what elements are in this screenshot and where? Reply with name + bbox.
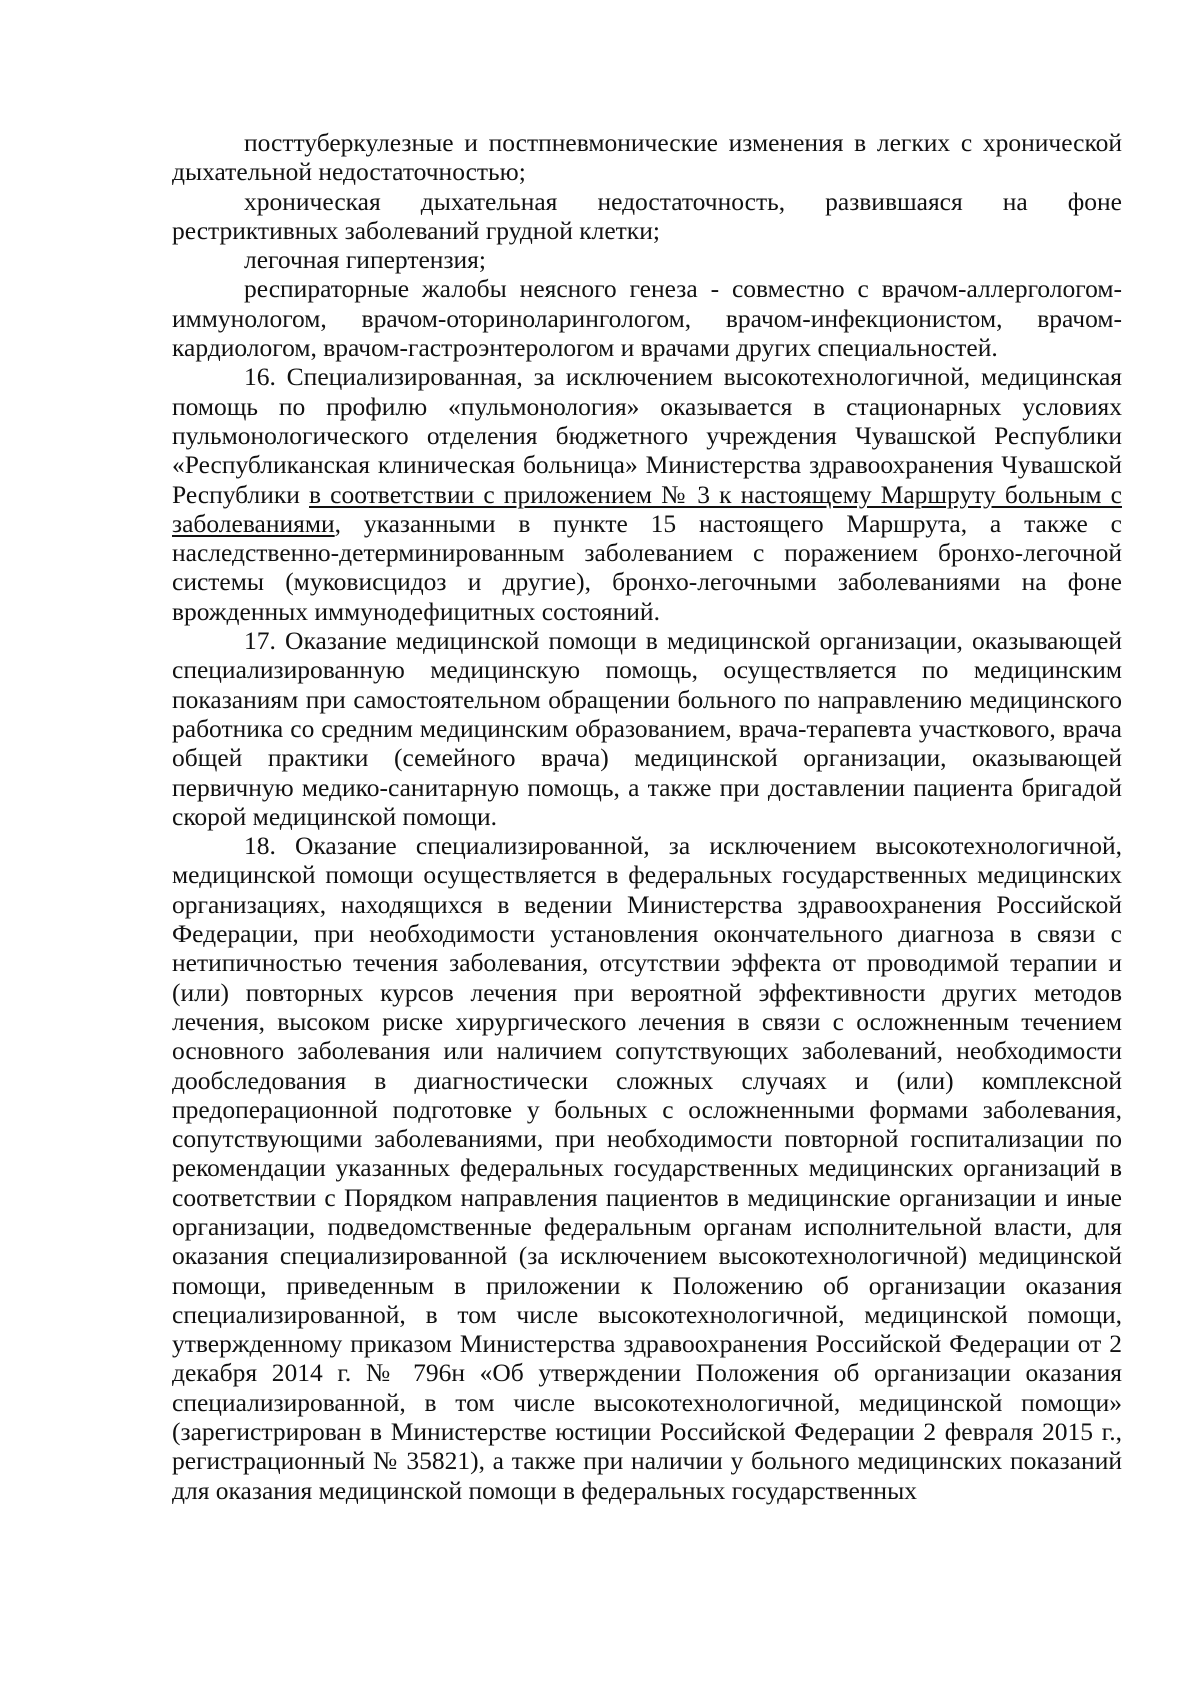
paragraph-item-16-text-end: , указанными в пункте 15 настоящего Маршрута, а также с наследственно-детерминированным заболеванием с поражением бронхо-легочной системы (муковисцидоз и другие), бронхо-легочными заболеваниями на фоне врожденных иммунодефицитных состояний.	[172, 508, 1122, 626]
paragraph-respiratory-complaints: респираторные жалобы неясного генеза - совместно с врачом-аллергологом-иммунологом, врачом-оториноларингологом, врачом-инфекционистом, врачом-кардиологом, врачом-гастроэнтерологом и врачами других специальностей.	[172, 274, 1122, 363]
paragraph-chronic-respiratory-failure: хроническая дыхательная недостаточность, развившаяся на фоне рестриктивных заболеваний грудной клетки;	[172, 186, 1122, 245]
paragraph-item-16-text-start: 16. Специализированная, за исключением высокотехнологичной, медицинская помощь по профилю «пульмонология» оказывается в стационарных условиях пульмонологического отделения бюджетного учреждения Чувашской Республики «Республиканская клиническая больница» Министерства здравоохранения Чувашской Республики	[172, 362, 1122, 509]
paragraph-item-17: 17. Оказание медицинской помощи в медицинской организации, оказывающей специализированную медицинскую помощь, осуществляется по медицинским показаниям при самостоятельном обращении больного по направлению медицинского работника со средним медицинским образованием, врача-терапевта участкового, врача общей практики (семейного врача) медицинской организации, оказывающей первичную медико-санитарную помощь, а также при доставлении пациента бригадой скорой медицинской помощи.	[172, 626, 1122, 831]
paragraph-item-16	[172, 362, 1122, 626]
appendix-3-link[interactable]: в соответствии с приложением № 3 к настоящему Маршруту больным с заболеваниями	[172, 479, 1122, 538]
paragraph-item-18: 18. Оказание специализированной, за исключением высокотехнологичной, медицинской помощи осуществляется в федеральных государственных медицинских организациях, находящихся в ведении Министерства здравоохранения Российской Федерации, при необходимости установления окончательного диагноза в связи с нетипичностью течения заболевания, отсутствии эффекта от проводимой терапии и (или) повторных курсов лечения при вероятной эффективности других методов лечения, высоком риске хирургического лечения в связи с осложненным течением основного заболевания или наличием сопутствующих заболеваний, необходимости дообследования в диагностически сложных случаях и (или) комплексной предоперационной подготовке у больных с осложненными формами заболевания, сопутствующими заболеваниями, при необходимости повторной госпитализации по рекомендации указанных федеральных государственных медицинских организаций в соответствии с Порядком направления пациентов в медицинские организации и иные организации, подведомственные федеральным органам исполнительной власти, для оказания специализированной (за исключением высокотехнологичной) медицинской помощи, приведенным в приложении к Положению об организации оказания специализированной, в том числе высокотехнологичной, медицинской помощи, утвержденному приказом Министерства здравоохранения Российской Федерации от 2 декабря 2014 г. № 796н «Об утверждении Положения об организации оказания специализированной, в том числе высокотехнологичной, медицинской помощи» (зарегистрирован в Министерстве юстиции Российской Федерации 2 февраля 2015 г., регистрационный № 35821), а также при наличии у больного медицинских показаний для оказания медицинской помощи в федеральных государственных	[172, 831, 1122, 1505]
document-body	[172, 128, 1122, 1505]
paragraph-post-tb-changes: посттуберкулезные и постпневмонические изменения в легких с хронической дыхательной недостаточностью;	[172, 128, 1122, 187]
paragraph-pulmonary-hypertension: легочная гипертензия;	[244, 245, 486, 275]
